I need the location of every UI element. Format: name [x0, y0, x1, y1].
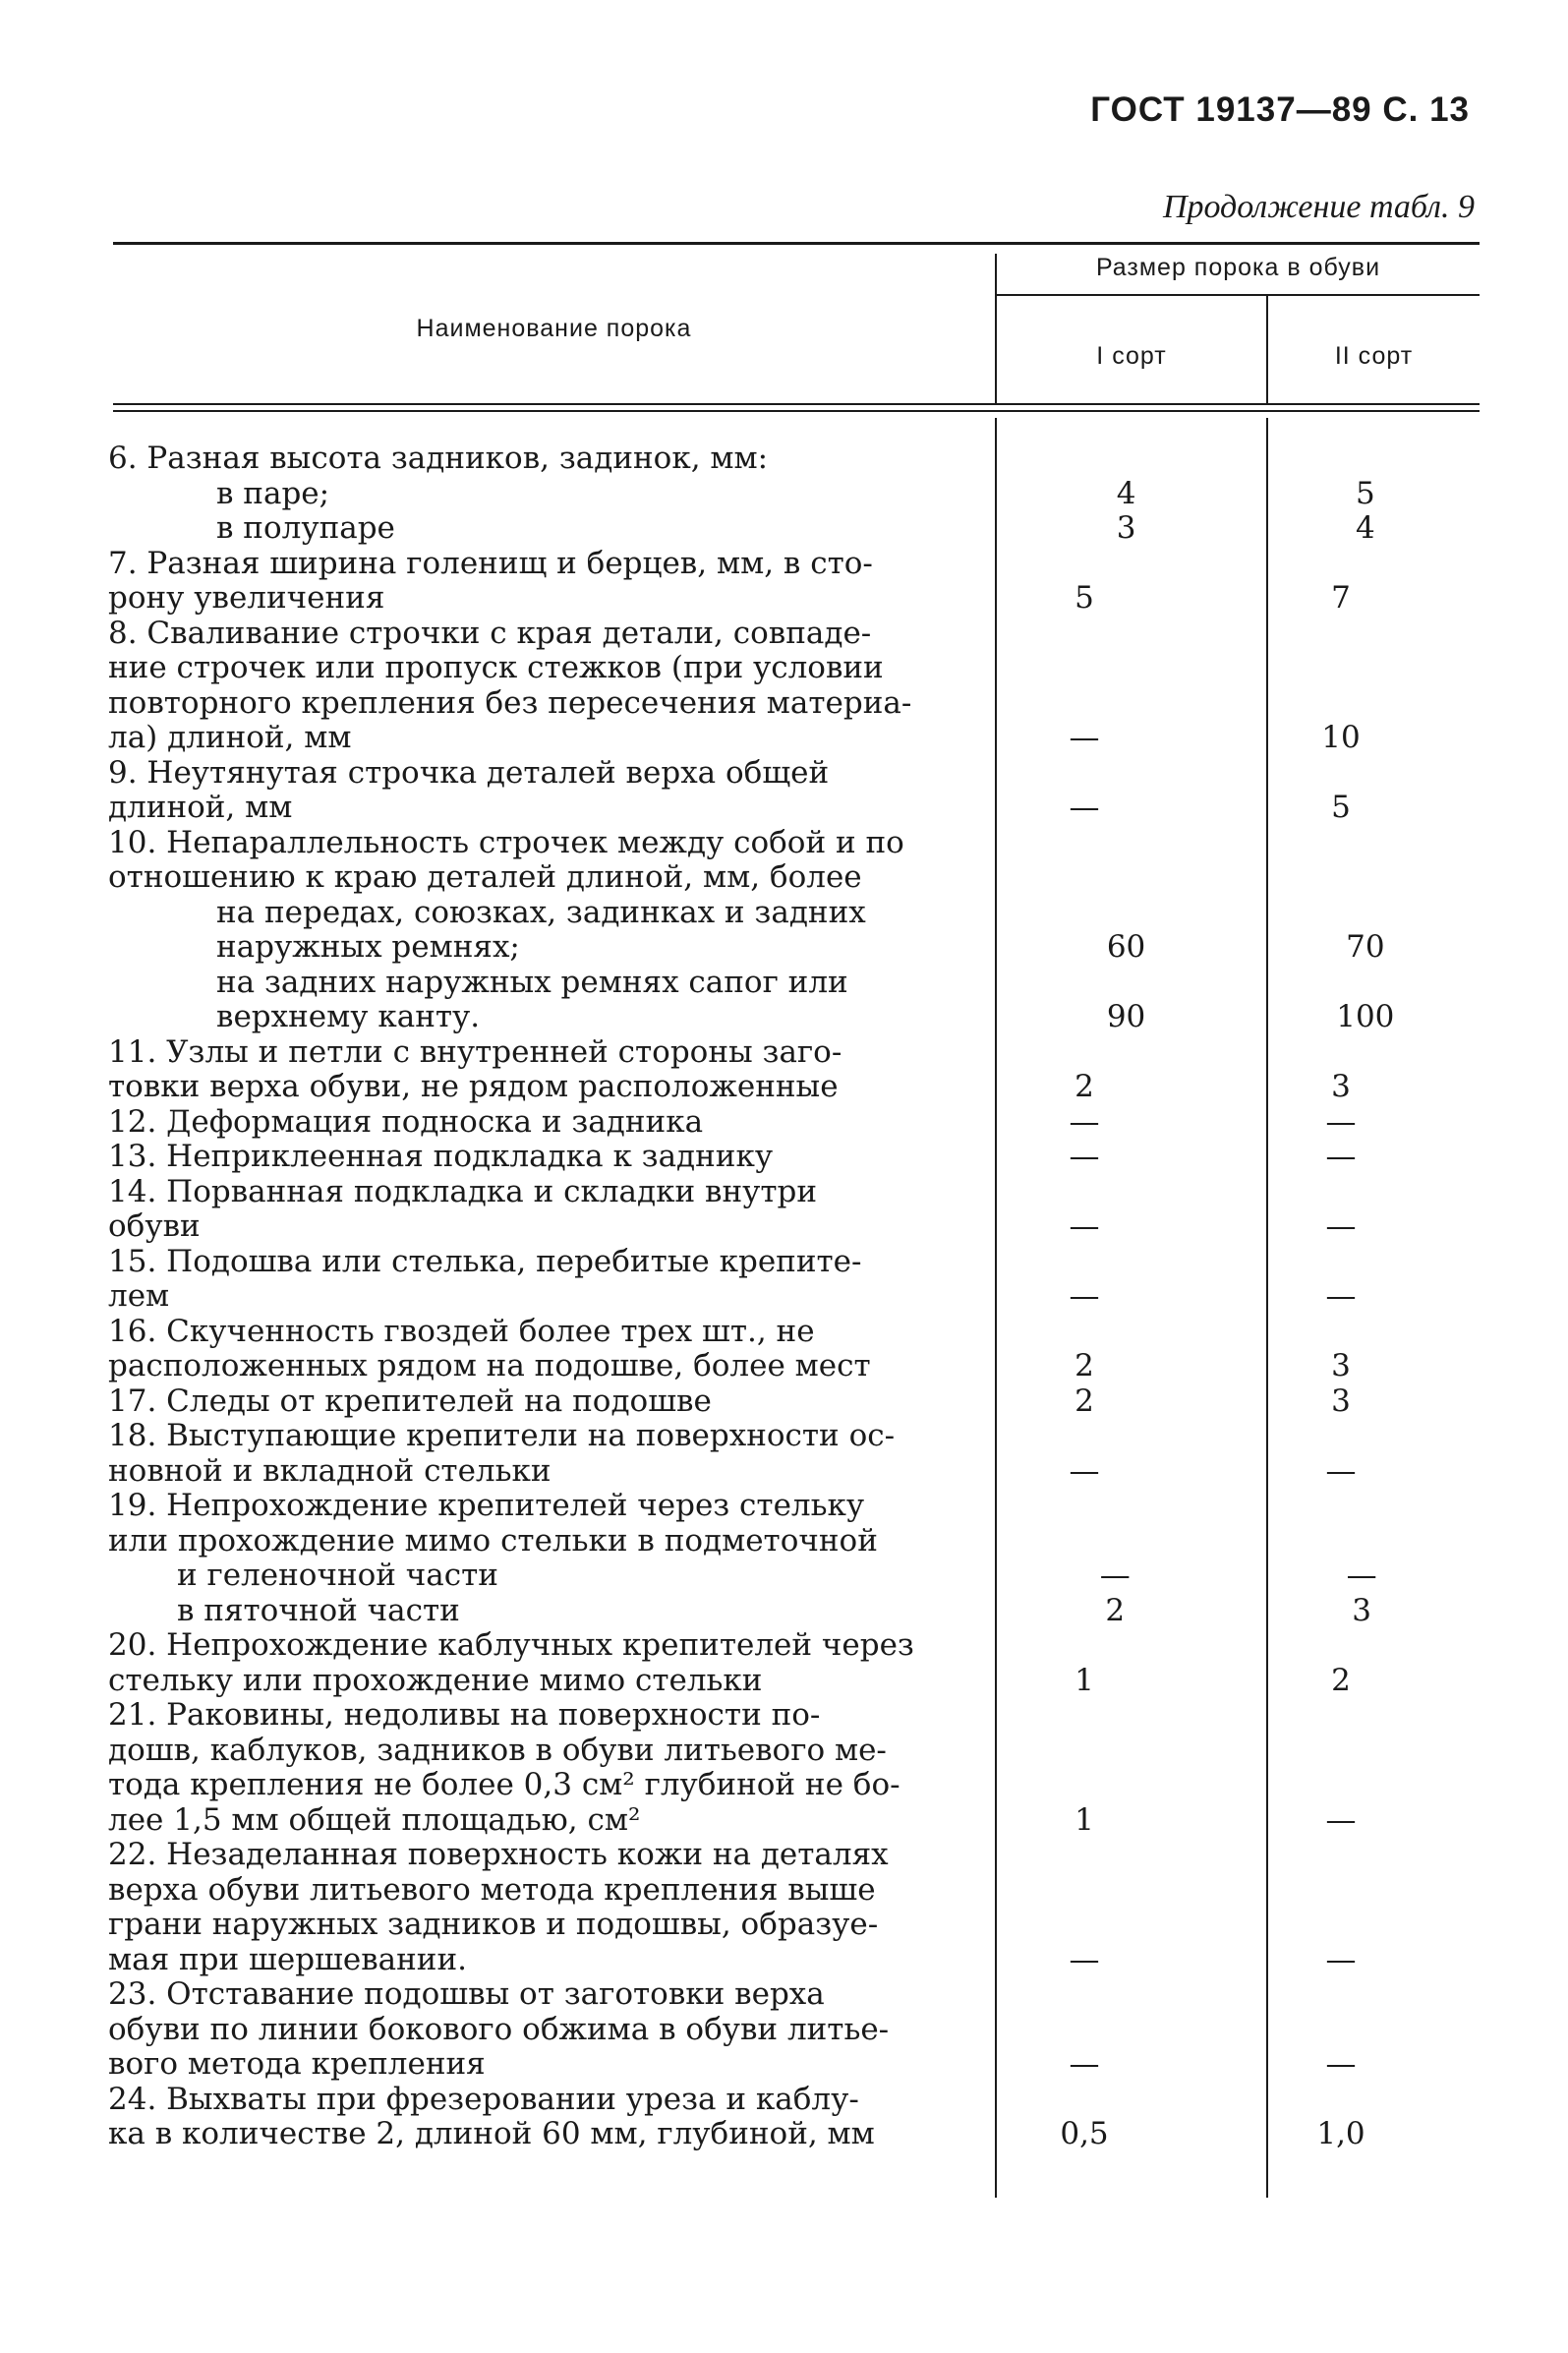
grade-1-value: [956, 1489, 1213, 1524]
grade-2-value: 3: [1331, 1069, 1351, 1104]
grade-2-value: [1213, 1977, 1469, 2013]
grade-1-value: [956, 1734, 1213, 1769]
grade-1-value: [1006, 896, 1246, 931]
table-row: [108, 1698, 1484, 1734]
defect-name: 21. Раковины, недоливы на поверхности по-: [108, 1697, 821, 1733]
table-row: [108, 651, 1484, 686]
defect-name: 9. Неутянутая строчка деталей верха общей: [108, 754, 830, 791]
grade-2-value: 100: [1336, 999, 1395, 1034]
grade-1-value: [956, 826, 1213, 861]
table-row: [108, 791, 1484, 826]
page-header: ГОСТ 19137—89 С. 13: [1090, 90, 1470, 129]
table-row: [108, 2047, 1484, 2083]
table-row: [108, 1838, 1484, 1873]
grade-1-value: [956, 1908, 1213, 1943]
table-continuation-label: Продолжение табл. 9: [1162, 189, 1475, 225]
grade-1-value: —: [1069, 1452, 1100, 1489]
grade-1-value: [956, 1838, 1213, 1873]
defect-name: 10. Непараллельность строчек между собой и по: [108, 824, 904, 860]
grade-1-value: 0,5: [1060, 2116, 1109, 2151]
defect-name: и геленочной части: [177, 1558, 498, 1593]
defect-name: отношению к краю деталей длиной, мм, более: [108, 859, 862, 895]
grade-2-value: —: [1325, 1208, 1357, 1244]
defect-name: 18. Выступающие крепители на поверхности ос-: [108, 1418, 896, 1453]
grade-1-value: [956, 1977, 1213, 2013]
grade-2-value: 4: [1355, 510, 1375, 546]
grade-2-value: [1213, 2013, 1469, 2048]
grade-2-value: [1213, 547, 1469, 582]
col-name-header: Наименование порока: [416, 315, 692, 342]
grade-1-value: [956, 547, 1213, 582]
grade-2-value: [1213, 1873, 1469, 1909]
defect-name: в паре;: [216, 475, 330, 511]
table-row: [108, 617, 1484, 652]
grade-2-value: [1213, 686, 1469, 722]
grade-2-value: —: [1325, 2046, 1357, 2082]
grade-2-value: [1213, 860, 1469, 896]
defect-name: 16. Скученность гвоздей более трех шт., не: [108, 1313, 815, 1349]
defect-name: мая при шершевании.: [108, 1941, 467, 1977]
grade-2-value: 10: [1321, 720, 1361, 755]
grade-2-value: 70: [1346, 929, 1385, 965]
grade-1-value: [956, 617, 1213, 652]
grade-1-value: [1006, 966, 1246, 1001]
grade-1-value: 2: [1074, 1382, 1094, 1419]
grade-2-value: [1213, 826, 1469, 861]
grade-2-value: [1213, 2083, 1469, 2118]
grade-1-value: —: [1069, 790, 1100, 825]
grade-2-value: [1213, 1315, 1469, 1350]
group-header: Размер порока в обуви: [1095, 254, 1381, 281]
grade-2-value: 7: [1331, 580, 1351, 616]
defect-name: в полупаре: [216, 510, 395, 546]
grade-1-value: —: [1069, 1103, 1100, 1140]
grade-2-value: —: [1325, 1278, 1357, 1314]
grade-1-value: —: [1069, 2046, 1100, 2082]
defect-name: ние строчек или пропуск стежков (при условии: [108, 650, 884, 685]
grade-2-value: 3: [1331, 1348, 1351, 1383]
defect-name: 11. Узлы и петли с внутренней стороны заго-: [108, 1033, 842, 1070]
table-row: [108, 860, 1484, 896]
table-row: [108, 1908, 1484, 1943]
defect-name: 24. Выхваты при фрезеровании уреза и каблу-: [108, 2081, 859, 2117]
grade-1-value: —: [1069, 1278, 1100, 1314]
table-top-rule: [113, 242, 1480, 245]
grade-1-value: 90: [1106, 999, 1146, 1034]
grade-2-value: [1213, 1628, 1469, 1664]
defect-name: в пяточной части: [177, 1592, 460, 1628]
defect-name: 12. Деформация подноска и задника: [108, 1103, 704, 1140]
defect-name: длиной, мм: [108, 790, 293, 825]
defect-name: повторного крепления без пересечения материа-: [108, 684, 912, 721]
grade-2-value: [1213, 1419, 1469, 1454]
grade-1-value: [956, 1315, 1213, 1350]
table-row: [108, 581, 1484, 617]
grade-2-value: 3: [1352, 1592, 1371, 1628]
grade-1-value: —: [1069, 1208, 1100, 1244]
defect-name: или прохождение мимо стельки в подметочной: [108, 1522, 878, 1559]
grade-1-value: [956, 1768, 1213, 1803]
defect-name: ка в количестве 2, длиной 60 мм, глубиной, мм: [108, 2116, 875, 2151]
table-row: [108, 1524, 1484, 1559]
grade-2-value: —: [1325, 1452, 1357, 1489]
table-row: [108, 1489, 1484, 1524]
grade-1-value: [956, 1419, 1213, 1454]
defect-name: тода крепления не более 0,3 см² глубиной не бо-: [108, 1767, 900, 1802]
grade-2-value: [1213, 1734, 1469, 1769]
defect-name: 7. Разная ширина голенищ и берцев, мм, в сто-: [108, 545, 873, 581]
col2-header: II сорт: [1334, 342, 1414, 370]
grade-2-value: [1213, 1838, 1469, 1873]
defect-name: 13. Неприклеенная подкладка к заднику: [108, 1139, 774, 1174]
table-row: [108, 1070, 1484, 1105]
defect-name: 8. Сваливание строчки с края детали, совпаде-: [108, 615, 872, 651]
grade-2-value: [1213, 651, 1469, 686]
table-row: [108, 441, 1484, 477]
grade-2-value: —: [1325, 1139, 1357, 1174]
grade-2-value: —: [1325, 1103, 1357, 1140]
defect-name: новной и вкладной стельки: [108, 1452, 552, 1489]
defect-name: обуви по линии бокового обжима в обуви литье-: [108, 2011, 890, 2047]
grade-1-value: 3: [1116, 510, 1136, 546]
grade-2-value: [1213, 1698, 1469, 1734]
table-row: [108, 477, 1484, 512]
grade-2-value: —: [1346, 1558, 1377, 1593]
defect-name: 20. Непрохождение каблучных крепителей через: [108, 1627, 914, 1663]
defect-name: 15. Подошва или стелька, перебитые крепите-: [108, 1243, 862, 1279]
grade-1-value: [956, 1035, 1213, 1071]
defect-name: 19. Непрохождение крепителей через стельку: [108, 1488, 865, 1523]
grade-2-value: 3: [1331, 1382, 1351, 1419]
grade-1-value: 60: [1106, 929, 1146, 965]
grade-1-value: [956, 1524, 1213, 1559]
defect-name: 6. Разная высота задников, задинок, мм:: [108, 441, 769, 476]
table-row: [108, 1768, 1484, 1803]
defect-name: товки верха обуви, не рядом расположенные: [108, 1069, 839, 1104]
grade-1-value: 4: [1116, 475, 1136, 511]
grade-1-value: [956, 1698, 1213, 1734]
grade-2-value: [1213, 1908, 1469, 1943]
defect-name: расположенных рядом на подошве, более мест: [108, 1348, 871, 1383]
table-row: [108, 1209, 1484, 1245]
defect-name: верхнему канту.: [216, 999, 481, 1034]
defect-name: обуви: [108, 1208, 201, 1244]
table-row: [108, 826, 1484, 861]
table-row: [108, 1594, 1484, 1629]
table-row: [108, 1140, 1484, 1175]
grade-1-value: —: [1069, 720, 1100, 755]
table-row: [108, 1454, 1484, 1490]
grade-1-value: 1: [1074, 1801, 1094, 1838]
grade-2-value: [1213, 1245, 1469, 1280]
defect-name: грани наружных задников и подошвы, образуе-: [108, 1907, 879, 1942]
table-row: [108, 686, 1484, 722]
grade-2-value: 5: [1331, 790, 1351, 825]
table-row: [108, 1384, 1484, 1420]
defect-name: верха обуви литьевого метода крепления выше: [108, 1871, 876, 1908]
grade-1-value: 1: [1074, 1662, 1094, 1698]
table-row: [108, 1315, 1484, 1350]
defect-name: 14. Порванная подкладка и складки внутри: [108, 1173, 818, 1209]
defect-name: стельку или прохождение мимо стельки: [108, 1662, 763, 1698]
grade-1-value: [956, 1175, 1213, 1210]
table-row: [108, 1105, 1484, 1141]
table-row: [108, 1628, 1484, 1664]
grade-2-value: [1213, 756, 1469, 792]
grade-2-value: —: [1325, 1801, 1357, 1838]
grade-2-value: 2: [1331, 1662, 1351, 1698]
defect-name: 17. Следы от крепителей на подошве: [108, 1382, 712, 1419]
grade-2-value: —: [1325, 1941, 1357, 1977]
table-row: [108, 2013, 1484, 2048]
defect-name: ла) длиной, мм: [108, 720, 352, 755]
table-row: [108, 756, 1484, 792]
table-row: [108, 1245, 1484, 1280]
grade-1-value: 5: [1074, 580, 1094, 616]
defect-name: лем: [108, 1278, 170, 1314]
table-row: [108, 1175, 1484, 1210]
header-bottom-rule-2: [113, 410, 1480, 412]
defect-name: наружных ремнях;: [216, 929, 520, 965]
grade-1-value: [956, 686, 1213, 722]
grade-1-value: [956, 2083, 1213, 2118]
grade-2-value: [1247, 896, 1484, 931]
grade-1-value: [956, 1628, 1213, 1664]
defect-name: вого метода крепления: [108, 2046, 486, 2082]
table-row: [108, 896, 1484, 931]
table-row: [108, 1873, 1484, 1909]
grade-1-value: 2: [1074, 1069, 1094, 1104]
table-row: [108, 547, 1484, 582]
table-row: [108, 1734, 1484, 1769]
defect-name: дошв, каблуков, задников в обуви литьевого ме-: [108, 1732, 887, 1768]
table-row: [108, 1977, 1484, 2013]
table-row: [108, 1803, 1484, 1839]
table-row: [108, 1419, 1484, 1454]
table-body: [108, 441, 1484, 2152]
table-row: [108, 2083, 1484, 2118]
defect-name: на задних наружных ремнях сапог или: [216, 964, 848, 1000]
group-header-rule: [996, 294, 1480, 296]
grade-2-value: [1213, 1175, 1469, 1210]
grade-1-value: [956, 860, 1213, 896]
grade-2-value: [1213, 1489, 1469, 1524]
grade-1-value: —: [1069, 1139, 1100, 1174]
table-row: [108, 1664, 1484, 1699]
grade-2-value: 5: [1355, 475, 1375, 511]
grade-2-value: [1247, 966, 1484, 1001]
grade-2-value: [1213, 1524, 1469, 1559]
grade-1-value: [956, 756, 1213, 792]
grade-1-value: —: [1069, 1941, 1100, 1977]
table-row: [108, 721, 1484, 756]
defect-name: лее 1,5 мм общей площадью, см²: [108, 1801, 641, 1838]
table-row: [108, 1943, 1484, 1978]
grade-2-value: [1213, 441, 1469, 477]
table-row: [108, 1559, 1484, 1594]
col1-header: I сорт: [1096, 342, 1167, 370]
grade-2-value: 1,0: [1316, 2116, 1365, 2151]
table-row: [108, 1349, 1484, 1384]
grade-1-value: 2: [1105, 1592, 1126, 1628]
table-row: [108, 1035, 1484, 1071]
defect-name: на передах, союзках, задинках и задних: [216, 894, 866, 930]
defect-name: 22. Незаделанная поверхность кожи на деталях: [108, 1837, 889, 1872]
grade-1-value: 2: [1074, 1348, 1094, 1383]
table-row: [108, 511, 1484, 547]
grade-2-value: [1213, 617, 1469, 652]
table-row: [108, 1279, 1484, 1315]
table-row: [108, 2117, 1484, 2152]
header-bottom-rule: [113, 403, 1480, 405]
grade-2-value: [1213, 1035, 1469, 1071]
grade-1-value: [956, 2013, 1213, 2048]
grade-2-value: [1213, 1768, 1469, 1803]
grade-1-value: [956, 651, 1213, 686]
grade-1-value: [956, 441, 1213, 477]
table-row: [108, 1000, 1484, 1035]
grade-1-value: —: [1099, 1558, 1131, 1593]
table-row: [108, 966, 1484, 1001]
defect-name: рону увеличения: [108, 580, 385, 616]
grade-1-value: [956, 1873, 1213, 1909]
defect-name: 23. Отставание подошвы от заготовки верха: [108, 1976, 825, 2012]
table-row: [108, 930, 1484, 966]
grade-1-value: [956, 1245, 1213, 1280]
